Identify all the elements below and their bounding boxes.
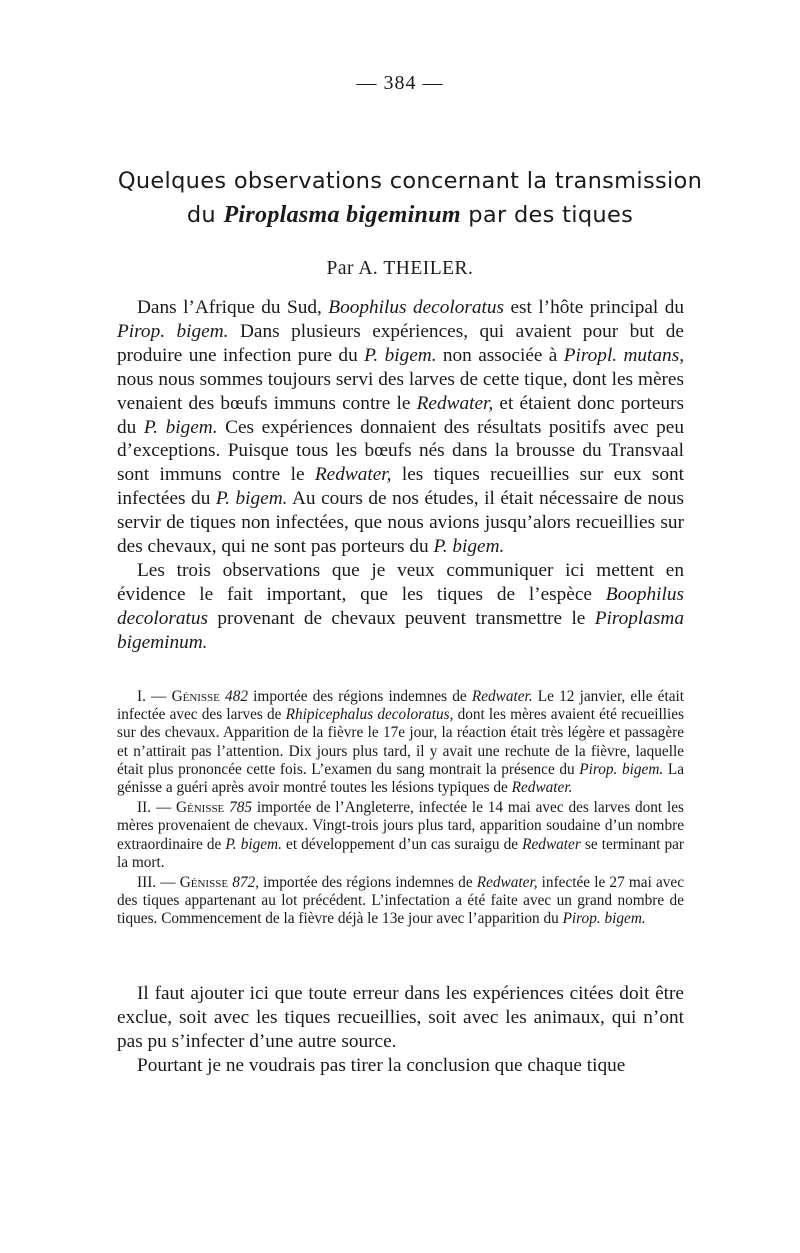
conclusion-section [117,982,684,1078]
observation-2: II. — Génisse 785 importée de l’Angleterre, infectée le 14 mai avec des larves dont les mères provenaient de chevaux. Vingt-trois jours plus tard, apparition soudaine d’un nombre extraordinaire de P. bigem. et développement d’un cas suraigu de Redwater se terminant par la mort. [117,799,685,871]
author-byline: Par A. THEILER. [326,258,474,279]
observations-list [117,688,684,931]
conclusion-paragraph-2: Pourtant je ne voudrais pas tirer la conclusion que chaque tique [137,1054,626,1076]
title-genus: Piroplasma [223,202,340,228]
intro-paragraph-1: Dans l’Afrique du Sud, Boophilus decoloratus est l’hôte principal du Pirop. bigem. Dans plusieurs expériences, qui avaient pour but de produire une infection pure du P. bigem. non associée à Piropl. mutans, nous nous sommes toujours servi des larves de cette tique, dont les mères venaient des bœufs immuns contre le Redwater, et étaient donc porteurs du P. bigem. Ces expériences donnaient des résultats positifs avec peu d’exceptions. Puisque tous les bœufs nés dans la brousse du Transvaal sont immuns contre le Redwater, les tiques recueillies sur eux sont infectées du P. bigem. Au cours de nos études, il était nécessaire de nous servir de tiques non infectées, que nous avions jusqu’alors recueillies sur des chevaux, qui ne sont pas porteurs du P. bigem. [117,297,685,558]
intro-paragraph-2: Les trois observations que je veux communiquer ici mettent en évidence le fait important, que les tiques de l’espèce Boophilus decoloratus provenant de chevaux peuvent transmettre le Piroplasma bigeminum. [117,559,684,653]
title-line-1: Quelques observations concernant la transmission [117,168,703,194]
title-species: bigeminum [339,202,461,228]
observation-3: III. — Génisse 872, importée des régions indemnes de Redwater, infectée le 27 mai avec des tiques appartenant au lot précédent. L’infectation a été faite avec un grand nombre de tiques. Commencement de la fièvre déjà le 13e jour avec l’apparition du Pirop. bigem. [117,874,684,928]
observation-1: I. — Génisse 482 importée des régions indemnes de Redwater. Le 12 janvier, elle était infectée avec des larves de Rhipicephalus decoloratus, dont les mères avaient été recueillies sur des chevaux. Apparition de la fièvre le 17e jour, la réaction était très légère et passagère et n’attirait pas l’attention. Dix jours plus tard, il y avait une rechute de la fièvre, laquelle était plus prononcée cette fois. L’examen du sang montrait la présence du Pirop. bigem. La génisse a guéri après avoir montré toutes les lésions typiques de Redwater. [117,688,684,797]
intro-section [117,296,684,655]
conclusion-paragraph-1: Il faut ajouter ici que toute erreur dans les expériences citées doit être exclue, soit avec les tiques recueillies, soit avec les animaux, qui n’ont pas pu s’infecter d’une autre source. [117,983,684,1052]
page-number: — 384 — [356,72,444,94]
title-line-2-prefix: du [186,202,224,228]
article-title [110,164,710,232]
title-line-2-suffix: par des tiques [460,202,634,228]
